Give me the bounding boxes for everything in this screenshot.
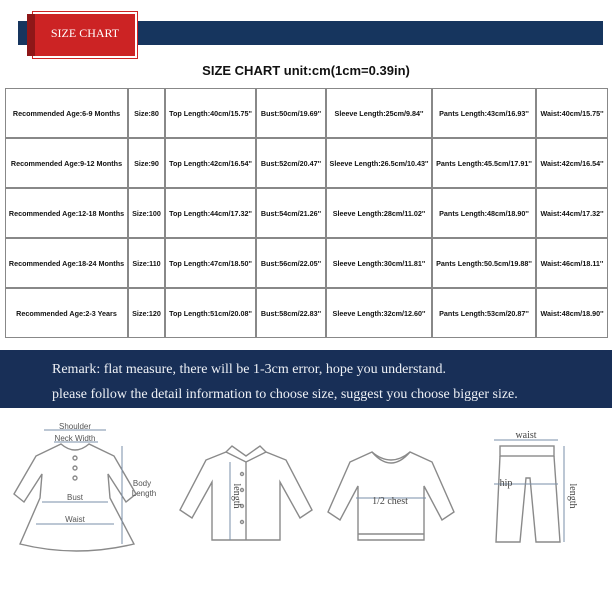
table-cell: Recommended Age:6-9 Months <box>5 88 128 138</box>
table-cell: Sleeve Length:30cm/11.81'' <box>326 238 432 288</box>
table-row <box>5 88 608 138</box>
table-cell: Pants Length:50.5cm/19.88'' <box>432 238 536 288</box>
table-cell: Size:120 <box>128 288 165 338</box>
size-chart-badge <box>33 12 137 58</box>
table-cell: Top Length:40cm/15.75'' <box>165 88 256 138</box>
table-cell: Size:110 <box>128 238 165 288</box>
table-cell: Recommended Age:18-24 Months <box>5 238 128 288</box>
table-cell: Waist:48cm/18.90'' <box>536 288 608 338</box>
table-cell: Recommended Age:2-3 Years <box>5 288 128 338</box>
remark-line-1: Remark: flat measure, there will be 1-3cm error, hope you understand. <box>52 362 447 377</box>
table-cell: Sleeve Length:25cm/9.84'' <box>326 88 432 138</box>
table-cell: Bust:58cm/22.83'' <box>256 288 326 338</box>
remark-line-2: please follow the detail information to choose size, suggest you choose bigger size. <box>52 387 518 402</box>
badge-fold <box>27 14 35 56</box>
table-cell: Sleeve Length:28cm/11.02'' <box>326 188 432 238</box>
dress-bust-label: Bust <box>66 493 84 502</box>
table-cell: Pants Length:43cm/16.93'' <box>432 88 536 138</box>
remark-band <box>0 350 612 408</box>
sweater-chest-label: 1/2 chest <box>372 496 408 507</box>
shirt-diagram <box>176 416 316 566</box>
table-cell: Pants Length:53cm/20.87'' <box>432 288 536 338</box>
table-cell: Bust:52cm/20.47'' <box>256 138 326 188</box>
table-cell: Bust:54cm/21.26'' <box>256 188 326 238</box>
dress-shoulder-label: Shoulder <box>58 422 92 431</box>
table-cell: Size:100 <box>128 188 165 238</box>
table-cell: Pants Length:45.5cm/17.91'' <box>432 138 536 188</box>
pants-diagram <box>478 416 588 566</box>
badge-label: SIZE CHART <box>50 26 120 40</box>
table-cell: Sleeve Length:32cm/12.60'' <box>326 288 432 338</box>
table-cell: Waist:46cm/18.11'' <box>536 238 608 288</box>
sweater-diagram <box>326 416 456 566</box>
chart-title: SIZE CHART unit:cm(1cm=0.39in) <box>202 63 410 78</box>
table-cell: Recommended Age:9-12 Months <box>5 138 128 188</box>
size-table <box>5 88 608 338</box>
dress-neck-width-label: Neck Width <box>54 434 96 443</box>
dress-body-label: Body <box>132 479 152 488</box>
table-cell: Pants Length:48cm/18.90'' <box>432 188 536 238</box>
pants-waist-label: waist <box>515 430 537 441</box>
table-cell: Sleeve Length:26.5cm/10.43'' <box>326 138 432 188</box>
table-row <box>5 138 608 188</box>
table-cell: Bust:50cm/19.69'' <box>256 88 326 138</box>
table-cell: Size:90 <box>128 138 165 188</box>
table-cell: Waist:44cm/17.32'' <box>536 188 608 238</box>
table-cell: Top Length:42cm/16.54'' <box>165 138 256 188</box>
table-cell: Recommended Age:12-18 Months <box>5 188 128 238</box>
dress-waist-label: Waist <box>65 515 85 524</box>
pants-outline <box>496 446 560 542</box>
table-cell: Top Length:51cm/20.08'' <box>165 288 256 338</box>
pants-hip-label: hip <box>499 478 513 489</box>
dress-diagram <box>6 416 161 566</box>
table-row <box>5 238 608 288</box>
table-cell: Size:80 <box>128 88 165 138</box>
pants-length-label: length <box>567 483 578 509</box>
shirt-length-label: length <box>231 483 242 509</box>
table-cell: Bust:56cm/22.05'' <box>256 238 326 288</box>
table-cell: Top Length:44cm/17.32'' <box>165 188 256 238</box>
dress-length-label: Length <box>131 489 157 498</box>
table-cell: Top Length:47cm/18.50'' <box>165 238 256 288</box>
table-row <box>5 288 608 338</box>
shirt-outline <box>180 446 312 540</box>
table-cell: Waist:40cm/15.75'' <box>536 88 608 138</box>
table-row <box>5 188 608 238</box>
table-cell: Waist:42cm/16.54'' <box>536 138 608 188</box>
